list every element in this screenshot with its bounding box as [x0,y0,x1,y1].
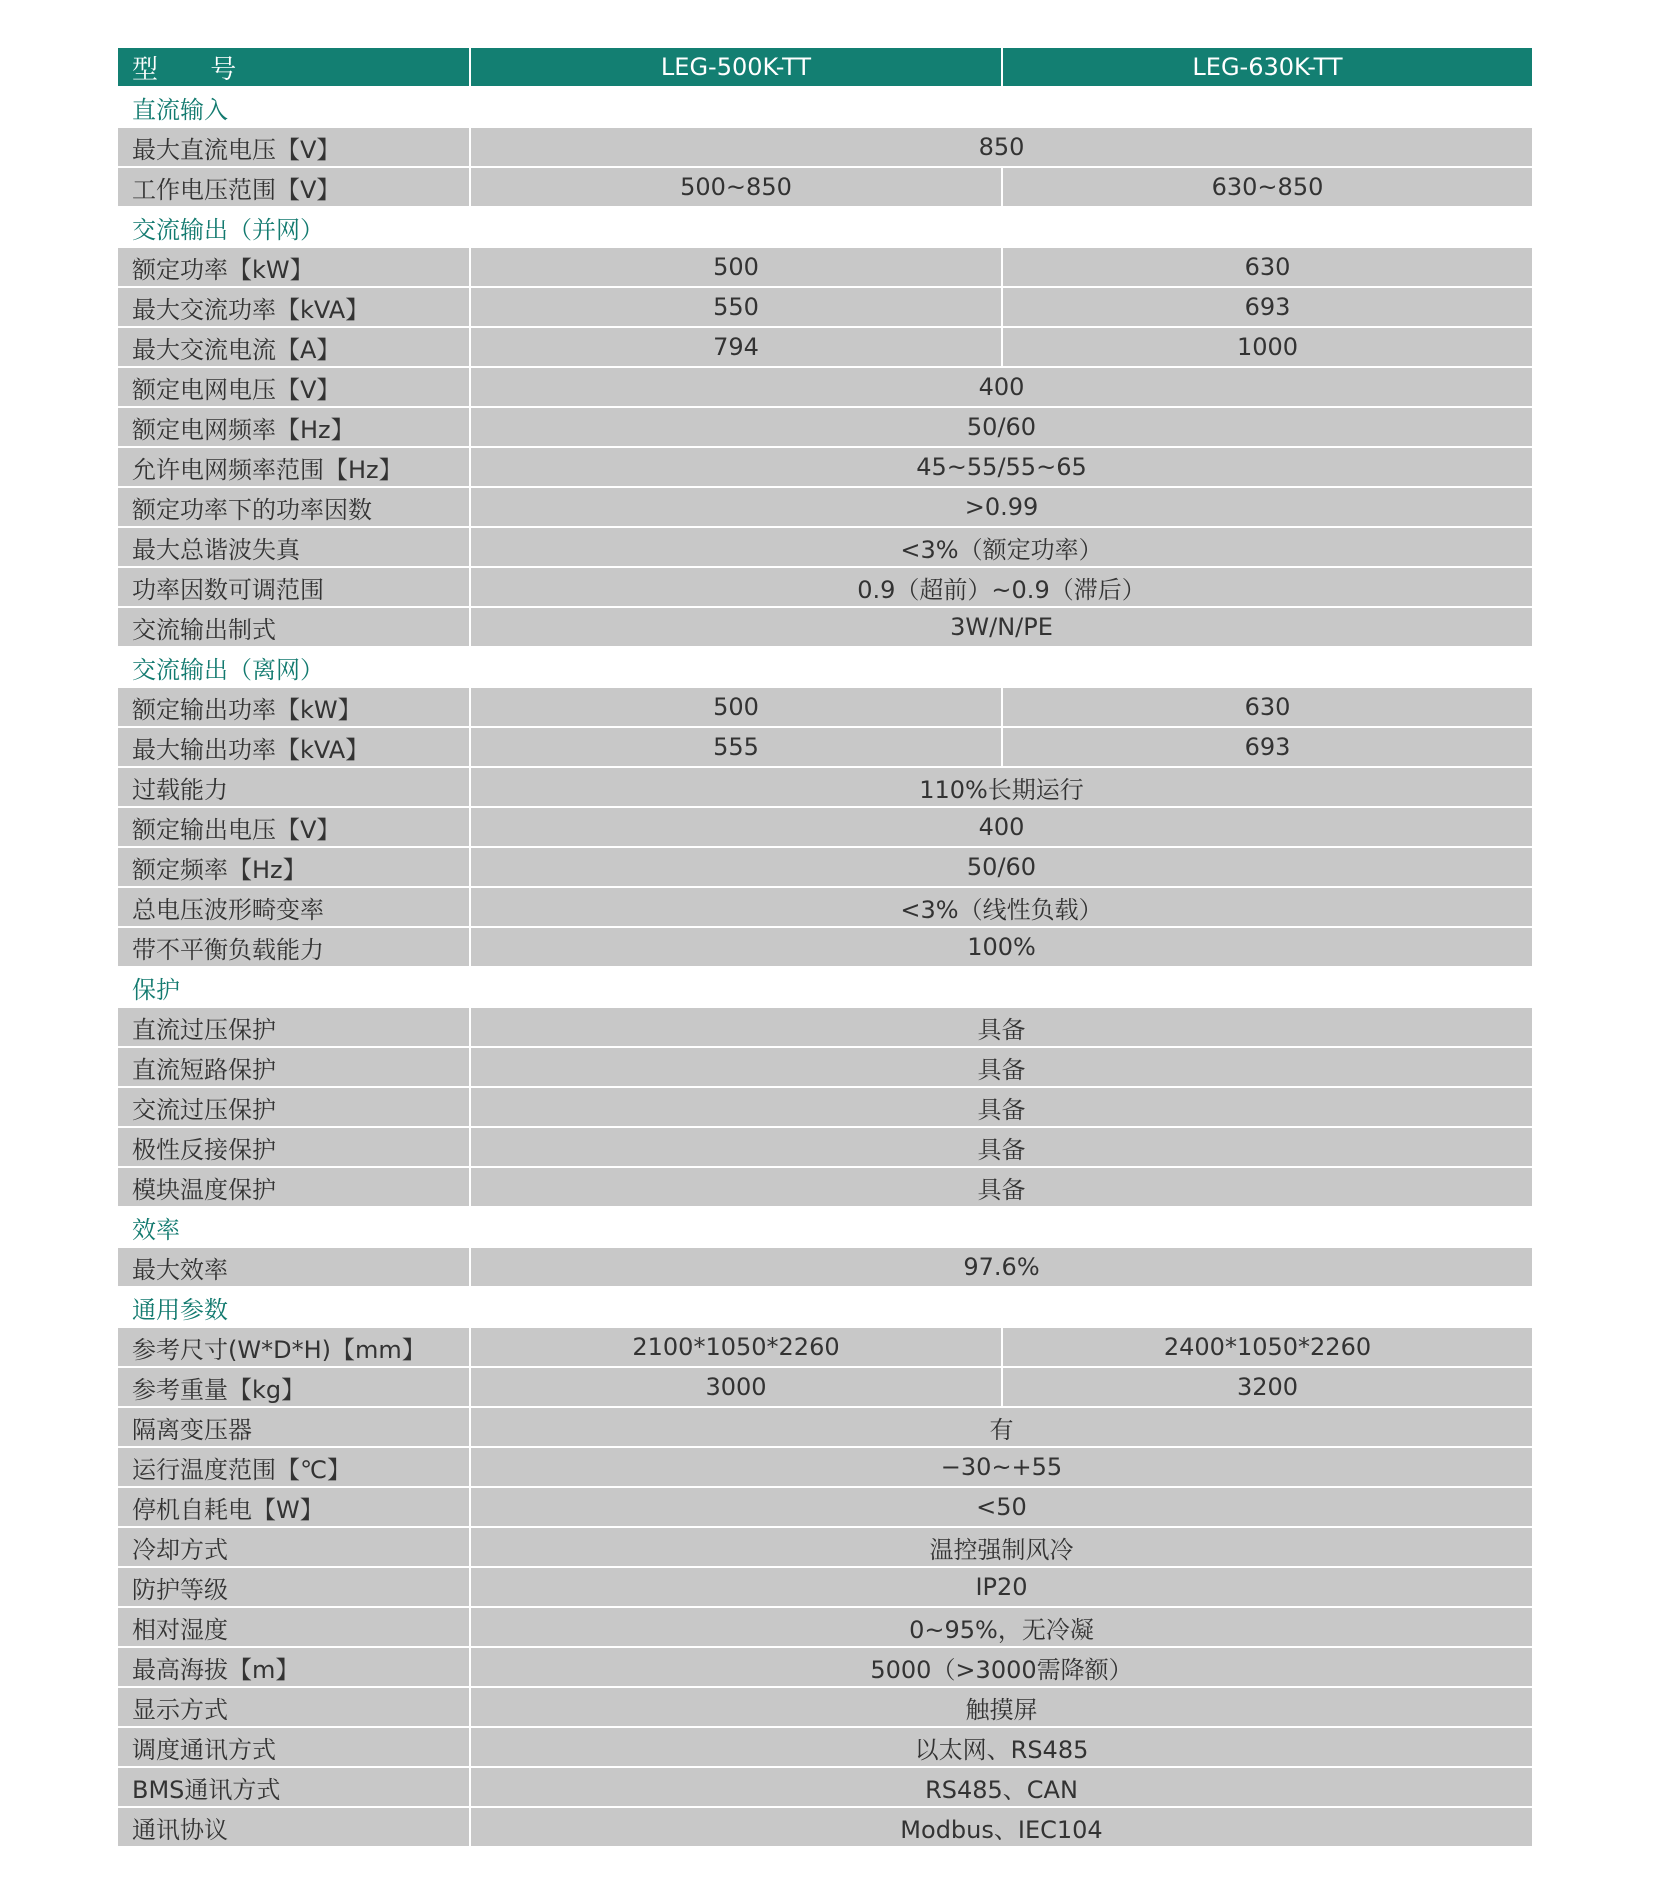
param-value: 5000（>3000需降额） [471,1648,1532,1686]
section-header [118,208,1532,248]
table-row [118,568,1532,608]
param-label: 最大直流电压【V】 [118,128,469,166]
spec-table [118,48,1532,1848]
section-header [118,968,1532,1008]
table-row [118,168,1532,208]
param-label: 隔离变压器 [118,1408,469,1446]
table-row [118,1768,1532,1808]
param-label: 额定频率【Hz】 [118,848,469,886]
param-value-630k: 693 [1003,288,1532,326]
table-row [118,1048,1532,1088]
section-title: 保护 [118,968,1532,1006]
param-value: 触摸屏 [471,1688,1532,1726]
table-row [118,1448,1532,1488]
section-title: 交流输出（并网） [118,208,1532,246]
table-row [118,1488,1532,1528]
table-row [118,608,1532,648]
table-row [118,928,1532,968]
section-header [118,1288,1532,1328]
param-value: 以太网、RS485 [471,1728,1532,1766]
param-label: 最大输出功率【kVA】 [118,728,469,766]
table-row [118,848,1532,888]
table-row [118,1128,1532,1168]
table-row [118,768,1532,808]
table-row [118,1328,1532,1368]
table-header [118,48,1532,88]
param-value-630k: 2400*1050*2260 [1003,1328,1532,1366]
section-title: 交流输出（离网） [118,648,1532,686]
table-row [118,328,1532,368]
param-value-500k: 794 [471,328,1001,366]
param-label: 最大总谐波失真 [118,528,469,566]
param-value-500k: 500 [471,688,1001,726]
param-value: 具备 [471,1088,1532,1126]
param-value-500k: 3000 [471,1368,1001,1406]
param-value: 850 [471,128,1532,166]
param-value: <3%（额定功率） [471,528,1532,566]
param-value: Modbus、IEC104 [471,1808,1532,1846]
param-value-500k: 2100*1050*2260 [471,1328,1001,1366]
table-row [118,1368,1532,1408]
param-label: 最高海拔【m】 [118,1648,469,1686]
param-value: −30~+55 [471,1448,1532,1486]
table-row [118,1408,1532,1448]
param-value-630k: 1000 [1003,328,1532,366]
param-value: 97.6% [471,1248,1532,1286]
table-row [118,808,1532,848]
table-row [118,448,1532,488]
table-row [118,248,1532,288]
param-label: 通讯协议 [118,1808,469,1846]
table-row [118,728,1532,768]
param-label: 停机自耗电【W】 [118,1488,469,1526]
param-value: <3%（线性负载） [471,888,1532,926]
table-row [118,368,1532,408]
table-row [118,528,1532,568]
param-value: 具备 [471,1008,1532,1046]
param-value: 0.9（超前）~0.9（滞后） [471,568,1532,606]
param-label: 相对湿度 [118,1608,469,1646]
param-label: 模块温度保护 [118,1168,469,1206]
param-value: 110%长期运行 [471,768,1532,806]
param-value: 具备 [471,1048,1532,1086]
table-row [118,1808,1532,1848]
table-row [118,1728,1532,1768]
param-label: 工作电压范围【V】 [118,168,469,206]
param-label: 额定输出电压【V】 [118,808,469,846]
param-value-630k: 3200 [1003,1368,1532,1406]
table-row [118,1568,1532,1608]
param-label: 额定功率下的功率因数 [118,488,469,526]
table-row [118,1648,1532,1688]
param-value-630k: 630 [1003,248,1532,286]
table-row [118,1688,1532,1728]
table-row [118,888,1532,928]
table-row [118,688,1532,728]
param-value: <50 [471,1488,1532,1526]
table-body [118,88,1532,1848]
param-label: 带不平衡负载能力 [118,928,469,966]
param-label: 直流过压保护 [118,1008,469,1046]
param-label: 调度通讯方式 [118,1728,469,1766]
param-label: 参考重量【kg】 [118,1368,469,1406]
param-label: 允许电网频率范围【Hz】 [118,448,469,486]
section-header [118,1208,1532,1248]
param-value: 有 [471,1408,1532,1446]
param-label: 交流输出制式 [118,608,469,646]
param-value: 具备 [471,1168,1532,1206]
param-label: 功率因数可调范围 [118,568,469,606]
param-label: 过载能力 [118,768,469,806]
param-value: 400 [471,808,1532,846]
table-row [118,1608,1532,1648]
param-value-500k: 500~850 [471,168,1001,206]
table-row [118,1528,1532,1568]
param-value: >0.99 [471,488,1532,526]
table-row [118,288,1532,328]
param-label: 额定电网电压【V】 [118,368,469,406]
param-label: 最大交流电流【A】 [118,328,469,366]
header-label: 型 号 [118,48,469,86]
section-header [118,648,1532,688]
param-value: 3W/N/PE [471,608,1532,646]
param-label: 显示方式 [118,1688,469,1726]
param-label: 总电压波形畸变率 [118,888,469,926]
param-value: 100% [471,928,1532,966]
table-row [118,128,1532,168]
param-label: 最大效率 [118,1248,469,1286]
param-label: 参考尺寸(W*D*H)【mm】 [118,1328,469,1366]
param-value-630k: 630~850 [1003,168,1532,206]
section-title: 效率 [118,1208,1532,1246]
param-label: 交流过压保护 [118,1088,469,1126]
table-row [118,408,1532,448]
param-value-500k: 500 [471,248,1001,286]
param-value-500k: 550 [471,288,1001,326]
model-630-header: LEG-630K-TT [1003,48,1532,86]
param-label: 额定功率【kW】 [118,248,469,286]
param-label: 极性反接保护 [118,1128,469,1166]
section-header [118,88,1532,128]
param-label: 额定输出功率【kW】 [118,688,469,726]
param-value: IP20 [471,1568,1532,1606]
param-label: 额定电网频率【Hz】 [118,408,469,446]
param-value: 400 [471,368,1532,406]
model-500-header: LEG-500K-TT [471,48,1001,86]
param-label: 冷却方式 [118,1528,469,1566]
param-value: 50/60 [471,848,1532,886]
table-row [118,1168,1532,1208]
param-value: RS485、CAN [471,1768,1532,1806]
section-title: 直流输入 [118,88,1532,126]
param-label: 运行温度范围【℃】 [118,1448,469,1486]
param-value: 温控强制风冷 [471,1528,1532,1566]
param-label: BMS通讯方式 [118,1768,469,1806]
table-row [118,488,1532,528]
param-value-630k: 630 [1003,688,1532,726]
table-row [118,1088,1532,1128]
table-row [118,1008,1532,1048]
param-value: 0~95%，无冷凝 [471,1608,1532,1646]
table-row [118,1248,1532,1288]
param-value: 45~55/55~65 [471,448,1532,486]
param-label: 直流短路保护 [118,1048,469,1086]
param-label: 最大交流功率【kVA】 [118,288,469,326]
param-value-500k: 555 [471,728,1001,766]
section-title: 通用参数 [118,1288,1532,1326]
param-value-630k: 693 [1003,728,1532,766]
param-value: 50/60 [471,408,1532,446]
param-label: 防护等级 [118,1568,469,1606]
param-value: 具备 [471,1128,1532,1166]
